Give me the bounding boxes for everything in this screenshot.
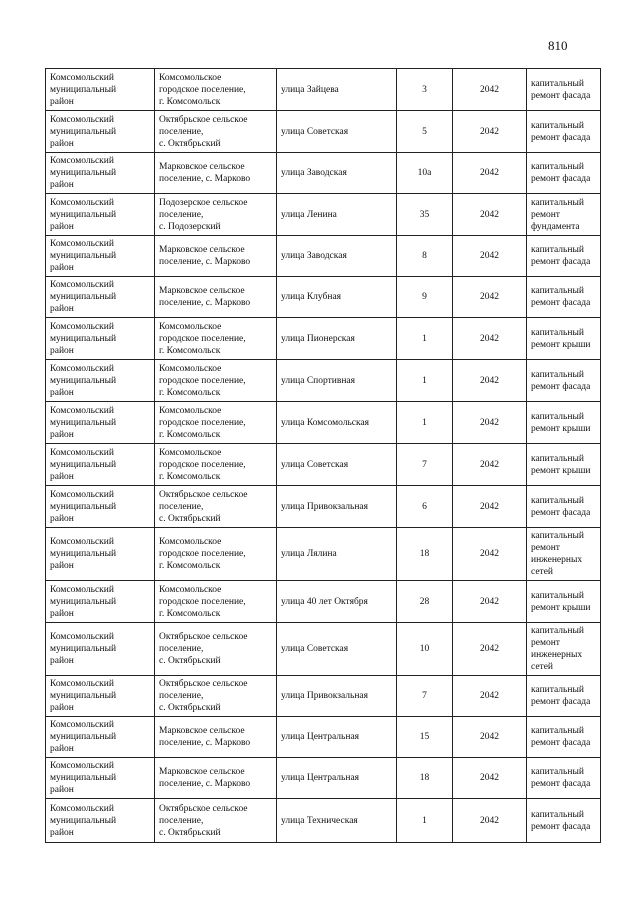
table-row bbox=[46, 528, 601, 581]
table-row bbox=[46, 799, 601, 843]
settlement-cell: Марковское сельское поселение, с. Марково bbox=[155, 758, 277, 799]
street-cell: улица Заводская bbox=[277, 236, 397, 277]
year-cell: 2042 bbox=[453, 194, 527, 236]
settlement-cell: Октябрьское сельское поселение, с. Октябрьский bbox=[155, 676, 277, 717]
table-row bbox=[46, 402, 601, 444]
year-cell: 2042 bbox=[453, 676, 527, 717]
table-row bbox=[46, 194, 601, 236]
settlement-cell: Октябрьское сельское поселение, с. Октябрьский bbox=[155, 111, 277, 153]
year-cell: 2042 bbox=[453, 717, 527, 758]
settlement-cell: Комсомольское городское поселение, г. Комсомольск bbox=[155, 444, 277, 486]
street-cell: улица Техническая bbox=[277, 799, 397, 843]
house-number-cell: 6 bbox=[397, 486, 453, 528]
district-cell: Комсомольский муниципальный район bbox=[46, 318, 155, 360]
year-cell: 2042 bbox=[453, 758, 527, 799]
work-type-cell: капитальный ремонт инженерных сетей bbox=[527, 623, 601, 676]
work-type-cell: капитальный ремонт фасада bbox=[527, 758, 601, 799]
work-type-cell: капитальный ремонт фасада bbox=[527, 717, 601, 758]
table-row bbox=[46, 277, 601, 318]
district-cell: Комсомольский муниципальный район bbox=[46, 69, 155, 111]
district-cell: Комсомольский муниципальный район bbox=[46, 194, 155, 236]
settlement-cell: Комсомольское городское поселение, г. Комсомольск bbox=[155, 69, 277, 111]
table-row bbox=[46, 360, 601, 402]
page-number: 810 bbox=[548, 38, 568, 53]
work-type-cell: капитальный ремонт фасада bbox=[527, 153, 601, 194]
house-number-cell: 1 bbox=[397, 402, 453, 444]
work-type-cell: капитальный ремонт фундамента bbox=[527, 194, 601, 236]
street-cell: улица Лялина bbox=[277, 528, 397, 581]
street-cell: улица Привокзальная bbox=[277, 486, 397, 528]
table-row bbox=[46, 111, 601, 153]
district-cell: Комсомольский муниципальный район bbox=[46, 444, 155, 486]
district-cell: Комсомольский муниципальный район bbox=[46, 360, 155, 402]
table-row bbox=[46, 153, 601, 194]
street-cell: улица Спортивная bbox=[277, 360, 397, 402]
work-type-cell: капитальный ремонт инженерных сетей bbox=[527, 528, 601, 581]
house-number-cell: 8 bbox=[397, 236, 453, 277]
table-row bbox=[46, 318, 601, 360]
district-cell: Комсомольский муниципальный район bbox=[46, 277, 155, 318]
year-cell: 2042 bbox=[453, 581, 527, 623]
district-cell: Комсомольский муниципальный район bbox=[46, 153, 155, 194]
settlement-cell: Марковское сельское поселение, с. Марково bbox=[155, 236, 277, 277]
house-number-cell: 9 bbox=[397, 277, 453, 318]
year-cell: 2042 bbox=[453, 623, 527, 676]
year-cell: 2042 bbox=[453, 360, 527, 402]
year-cell: 2042 bbox=[453, 153, 527, 194]
street-cell: улица Пионерская bbox=[277, 318, 397, 360]
house-number-cell: 15 bbox=[397, 717, 453, 758]
house-number-cell: 7 bbox=[397, 676, 453, 717]
work-type-cell: капитальный ремонт крыши bbox=[527, 444, 601, 486]
settlement-cell: Октябрьское сельское поселение, с. Октябрьский bbox=[155, 623, 277, 676]
district-cell: Комсомольский муниципальный район bbox=[46, 758, 155, 799]
house-number-cell: 28 bbox=[397, 581, 453, 623]
street-cell: улица Зайцева bbox=[277, 69, 397, 111]
table-row bbox=[46, 236, 601, 277]
street-cell: улица Советская bbox=[277, 111, 397, 153]
year-cell: 2042 bbox=[453, 318, 527, 360]
house-number-cell: 10 bbox=[397, 623, 453, 676]
table-row bbox=[46, 676, 601, 717]
district-cell: Комсомольский муниципальный район bbox=[46, 676, 155, 717]
settlement-cell: Комсомольское городское поселение, г. Комсомольск bbox=[155, 581, 277, 623]
year-cell: 2042 bbox=[453, 69, 527, 111]
table-row bbox=[46, 444, 601, 486]
work-type-cell: капитальный ремонт крыши bbox=[527, 402, 601, 444]
street-cell: улица Ленина bbox=[277, 194, 397, 236]
street-cell: улица Привокзальная bbox=[277, 676, 397, 717]
settlement-cell: Марковское сельское поселение, с. Марково bbox=[155, 153, 277, 194]
street-cell: улица Заводская bbox=[277, 153, 397, 194]
house-number-cell: 1 bbox=[397, 318, 453, 360]
work-type-cell: капитальный ремонт фасада bbox=[527, 236, 601, 277]
year-cell: 2042 bbox=[453, 528, 527, 581]
settlement-cell: Комсомольское городское поселение, г. Комсомольск bbox=[155, 360, 277, 402]
settlement-cell: Подозерское сельское поселение, с. Подозерский bbox=[155, 194, 277, 236]
work-type-cell: капитальный ремонт фасада bbox=[527, 277, 601, 318]
year-cell: 2042 bbox=[453, 444, 527, 486]
work-type-cell: капитальный ремонт фасада bbox=[527, 360, 601, 402]
year-cell: 2042 bbox=[453, 111, 527, 153]
district-cell: Комсомольский муниципальный район bbox=[46, 623, 155, 676]
work-type-cell: капитальный ремонт крыши bbox=[527, 318, 601, 360]
street-cell: улица 40 лет Октября bbox=[277, 581, 397, 623]
street-cell: улица Советская bbox=[277, 444, 397, 486]
settlement-cell: Октябрьское сельское поселение, с. Октябрьский bbox=[155, 486, 277, 528]
house-number-cell: 3 bbox=[397, 69, 453, 111]
table-row bbox=[46, 69, 601, 111]
work-type-cell: капитальный ремонт фасада bbox=[527, 676, 601, 717]
table-row bbox=[46, 717, 601, 758]
year-cell: 2042 bbox=[453, 236, 527, 277]
street-cell: улица Советская bbox=[277, 623, 397, 676]
table-row bbox=[46, 758, 601, 799]
district-cell: Комсомольский муниципальный район bbox=[46, 717, 155, 758]
settlement-cell: Комсомольское городское поселение, г. Комсомольск bbox=[155, 402, 277, 444]
street-cell: улица Центральная bbox=[277, 758, 397, 799]
year-cell: 2042 bbox=[453, 402, 527, 444]
district-cell: Комсомольский муниципальный район bbox=[46, 581, 155, 623]
district-cell: Комсомольский муниципальный район bbox=[46, 111, 155, 153]
house-number-cell: 18 bbox=[397, 758, 453, 799]
district-cell: Комсомольский муниципальный район bbox=[46, 486, 155, 528]
house-number-cell: 1 bbox=[397, 360, 453, 402]
house-number-cell: 1 bbox=[397, 799, 453, 843]
house-number-cell: 5 bbox=[397, 111, 453, 153]
settlement-cell: Марковское сельское поселение, с. Марково bbox=[155, 277, 277, 318]
table-row bbox=[46, 623, 601, 676]
year-cell: 2042 bbox=[453, 277, 527, 318]
district-cell: Комсомольский муниципальный район bbox=[46, 236, 155, 277]
settlement-cell: Комсомольское городское поселение, г. Комсомольск bbox=[155, 528, 277, 581]
year-cell: 2042 bbox=[453, 486, 527, 528]
table-row bbox=[46, 581, 601, 623]
house-number-cell: 7 bbox=[397, 444, 453, 486]
settlement-cell: Октябрьское сельское поселение, с. Октябрьский bbox=[155, 799, 277, 843]
table-row bbox=[46, 486, 601, 528]
district-cell: Комсомольский муниципальный район bbox=[46, 528, 155, 581]
work-type-cell: капитальный ремонт фасада bbox=[527, 486, 601, 528]
street-cell: улица Клубная bbox=[277, 277, 397, 318]
house-number-cell: 18 bbox=[397, 528, 453, 581]
district-cell: Комсомольский муниципальный район bbox=[46, 799, 155, 843]
repair-registry-table bbox=[45, 68, 601, 843]
settlement-cell: Комсомольское городское поселение, г. Комсомольск bbox=[155, 318, 277, 360]
district-cell: Комсомольский муниципальный район bbox=[46, 402, 155, 444]
year-cell: 2042 bbox=[453, 799, 527, 843]
work-type-cell: капитальный ремонт фасада bbox=[527, 111, 601, 153]
work-type-cell: капитальный ремонт фасада bbox=[527, 799, 601, 843]
settlement-cell: Марковское сельское поселение, с. Марково bbox=[155, 717, 277, 758]
street-cell: улица Комсомольская bbox=[277, 402, 397, 444]
house-number-cell: 35 bbox=[397, 194, 453, 236]
street-cell: улица Центральная bbox=[277, 717, 397, 758]
work-type-cell: капитальный ремонт крыши bbox=[527, 581, 601, 623]
work-type-cell: капитальный ремонт фасада bbox=[527, 69, 601, 111]
house-number-cell: 10а bbox=[397, 153, 453, 194]
